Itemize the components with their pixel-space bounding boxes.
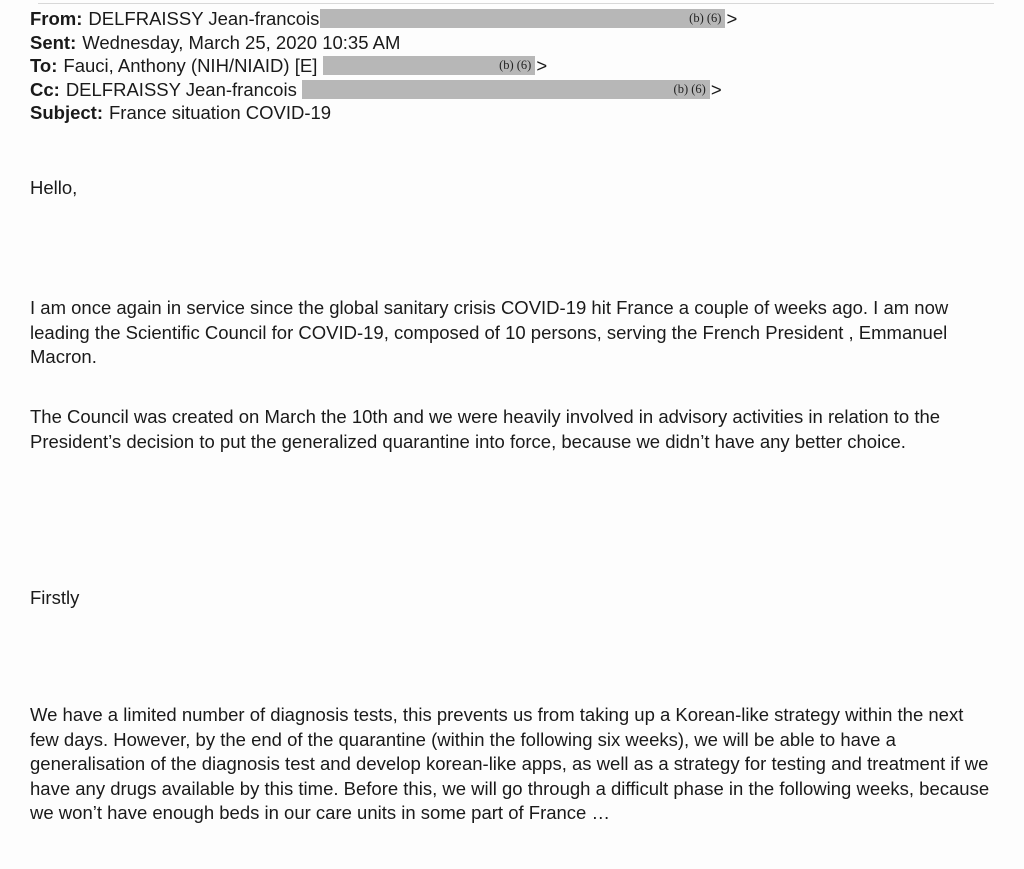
to-angle-bracket: > (536, 55, 548, 76)
to-value: Fauci, Anthony (NIH/NIAID) [E] (63, 55, 318, 76)
sent-row (30, 31, 990, 55)
paragraph-diagnosis-tests: We have a limited number of diagnosis tests, this prevents us from taking up a Korean-like strategy within the next few days. However, by the end of the quarantine (within the following six weeks), we will be able to have a generalisation of the diagnosis test and develop korean-like apps, as well as a strategy for testing and treatment if we have any drugs available by this time. Before this, we will go through a difficult phase in the following weeks, because we won’t have enough beds in our care units in some part of France … (30, 704, 990, 823)
to-redaction-box (323, 56, 535, 75)
sent-value: Wednesday, March 25, 2020 10:35 AM (82, 31, 401, 53)
cc-value: DELFRAISSY Jean-francois (65, 78, 297, 100)
greeting-text: Hello, (30, 177, 78, 198)
cc-label: Cc: (30, 78, 60, 100)
subject-row (30, 101, 990, 125)
cc-redaction-box (302, 80, 710, 99)
from-redaction-box (320, 9, 725, 28)
firstly-heading: Firstly (30, 587, 80, 608)
top-divider (38, 3, 994, 4)
to-redaction-code: (b) (6) (499, 58, 532, 73)
subject-value: France situation COVID-19 (108, 102, 332, 123)
cc-row (30, 78, 990, 102)
paragraph-service: I am once again in service since the global sanitary crisis COVID-19 hit France a couple of weeks ago. I am now leading the Scientific Council for COVID-19, composed of 10 persons, serving the French President , Emmanuel Macron. (30, 297, 949, 367)
sent-label: Sent: (30, 31, 77, 53)
to-row (30, 54, 990, 78)
to-label: To: (30, 55, 58, 76)
from-label: From: (30, 8, 83, 29)
subject-label: Subject: (30, 102, 103, 123)
from-row (30, 7, 990, 31)
from-angle-bracket: > (726, 8, 738, 29)
from-value: DELFRAISSY Jean-francois (88, 8, 320, 29)
paragraph-council: The Council was created on March the 10th and we were heavily involved in advisory activities in relation to the President’s decision to put the generalized quarantine into force, because we didn’t have any better choice. (30, 406, 941, 452)
from-redaction-code: (b) (6) (689, 11, 722, 26)
email-header (30, 7, 990, 125)
cc-angle-bracket: > (710, 78, 722, 100)
cc-redaction-code: (b) (6) (673, 81, 706, 96)
